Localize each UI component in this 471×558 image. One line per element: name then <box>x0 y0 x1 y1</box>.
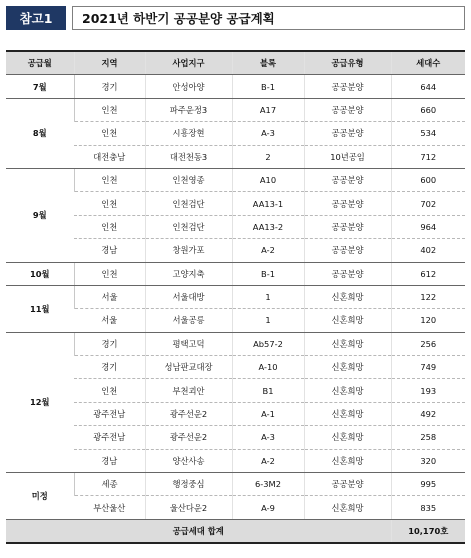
units-cell: 492 <box>391 402 465 425</box>
units-cell: 193 <box>391 379 465 402</box>
block-cell: 6-3M2 <box>232 473 304 496</box>
type-cell: 공공분양 <box>304 239 391 262</box>
table-row <box>6 122 465 145</box>
region-cell: 경기 <box>74 75 145 98</box>
table-header-row <box>6 51 465 75</box>
district-cell: 시흥장현 <box>145 122 232 145</box>
type-cell: 신혼희망 <box>304 309 391 332</box>
units-cell: 712 <box>391 145 465 168</box>
table-row <box>6 426 465 449</box>
district-cell: 창원가포 <box>145 239 232 262</box>
type-cell: 공공분양 <box>304 168 391 191</box>
region-cell: 인천 <box>74 122 145 145</box>
type-cell: 신혼희망 <box>304 379 391 402</box>
district-cell: 인천영종 <box>145 168 232 191</box>
district-cell: 광주선운2 <box>145 402 232 425</box>
type-cell: 신혼희망 <box>304 356 391 379</box>
month-cell: 11월 <box>6 285 74 332</box>
col-header-block: 블록 <box>232 51 304 75</box>
page-header <box>6 6 465 30</box>
district-cell: 인천검단 <box>145 192 232 215</box>
block-cell: 1 <box>232 309 304 332</box>
block-cell: A-1 <box>232 402 304 425</box>
district-cell: 고양지축 <box>145 262 232 285</box>
units-cell: 835 <box>391 496 465 519</box>
region-cell: 광주전남 <box>74 426 145 449</box>
block-cell: A-2 <box>232 449 304 472</box>
type-cell: 공공분양 <box>304 215 391 238</box>
region-cell: 인천 <box>74 192 145 215</box>
district-cell: 성남판교대장 <box>145 356 232 379</box>
block-cell: AA13-2 <box>232 215 304 238</box>
district-cell: 광주선운2 <box>145 426 232 449</box>
district-cell: 서울공릉 <box>145 309 232 332</box>
table-row <box>6 285 465 308</box>
units-cell: 749 <box>391 356 465 379</box>
table-row <box>6 192 465 215</box>
type-cell: 10년공임 <box>304 145 391 168</box>
type-cell: 신혼희망 <box>304 285 391 308</box>
region-cell: 인천 <box>74 215 145 238</box>
units-cell: 122 <box>391 285 465 308</box>
table-body <box>6 75 465 519</box>
supply-plan-table <box>6 50 465 544</box>
region-cell: 경남 <box>74 449 145 472</box>
units-cell: 258 <box>391 426 465 449</box>
type-cell: 신혼희망 <box>304 426 391 449</box>
type-cell: 신혼희망 <box>304 449 391 472</box>
units-cell: 402 <box>391 239 465 262</box>
district-cell: 인천검단 <box>145 215 232 238</box>
total-row <box>6 519 465 543</box>
units-cell: 644 <box>391 75 465 98</box>
block-cell: A17 <box>232 98 304 121</box>
region-cell: 부산울산 <box>74 496 145 519</box>
block-cell: A10 <box>232 168 304 191</box>
block-cell: A-3 <box>232 122 304 145</box>
type-cell: 공공분양 <box>304 473 391 496</box>
block-cell: 1 <box>232 285 304 308</box>
type-cell: 공공분양 <box>304 98 391 121</box>
district-cell: 평택고덕 <box>145 332 232 355</box>
table-row <box>6 309 465 332</box>
col-header-month: 공급월 <box>6 51 74 75</box>
block-cell: AA13-1 <box>232 192 304 215</box>
month-cell: 8월 <box>6 98 74 168</box>
table-row <box>6 215 465 238</box>
block-cell: A-2 <box>232 239 304 262</box>
region-cell: 세종 <box>74 473 145 496</box>
col-header-district: 사업지구 <box>145 51 232 75</box>
table-row <box>6 449 465 472</box>
month-cell: 12월 <box>6 332 74 472</box>
block-cell: B1 <box>232 379 304 402</box>
block-cell: B-1 <box>232 75 304 98</box>
units-cell: 702 <box>391 192 465 215</box>
block-cell: A-9 <box>232 496 304 519</box>
units-cell: 660 <box>391 98 465 121</box>
district-cell: 대전천동3 <box>145 145 232 168</box>
region-cell: 경남 <box>74 239 145 262</box>
table-row <box>6 402 465 425</box>
table-row <box>6 262 465 285</box>
type-cell: 공공분양 <box>304 262 391 285</box>
units-cell: 256 <box>391 332 465 355</box>
units-cell: 612 <box>391 262 465 285</box>
district-cell: 안성아양 <box>145 75 232 98</box>
region-cell: 경기 <box>74 356 145 379</box>
block-cell: A-3 <box>232 426 304 449</box>
units-cell: 600 <box>391 168 465 191</box>
units-cell: 995 <box>391 473 465 496</box>
units-cell: 534 <box>391 122 465 145</box>
region-cell: 인천 <box>74 168 145 191</box>
region-cell: 인천 <box>74 379 145 402</box>
region-cell: 경기 <box>74 332 145 355</box>
region-cell: 대전충남 <box>74 145 145 168</box>
col-header-type: 공급유형 <box>304 51 391 75</box>
district-cell: 울산다운2 <box>145 496 232 519</box>
table-row <box>6 98 465 121</box>
district-cell: 양산사송 <box>145 449 232 472</box>
type-cell: 신혼희망 <box>304 402 391 425</box>
district-cell: 행정중심 <box>145 473 232 496</box>
type-cell: 공공분양 <box>304 122 391 145</box>
region-cell: 서울 <box>74 309 145 332</box>
type-cell: 신혼희망 <box>304 332 391 355</box>
block-cell: B-1 <box>232 262 304 285</box>
table-row <box>6 379 465 402</box>
total-label: 공급세대 합계 <box>6 519 391 543</box>
col-header-region: 지역 <box>74 51 145 75</box>
table-row <box>6 145 465 168</box>
units-cell: 964 <box>391 215 465 238</box>
table-row <box>6 332 465 355</box>
month-cell: 미정 <box>6 473 74 520</box>
col-header-units: 세대수 <box>391 51 465 75</box>
total-value: 10,170호 <box>391 519 465 543</box>
table-row <box>6 168 465 191</box>
type-cell: 공공분양 <box>304 192 391 215</box>
block-cell: A-10 <box>232 356 304 379</box>
table-row <box>6 356 465 379</box>
region-cell: 광주전남 <box>74 402 145 425</box>
region-cell: 서울 <box>74 285 145 308</box>
block-cell: Ab57-2 <box>232 332 304 355</box>
block-cell: 2 <box>232 145 304 168</box>
type-cell: 신혼희망 <box>304 496 391 519</box>
region-cell: 인천 <box>74 262 145 285</box>
units-cell: 120 <box>391 309 465 332</box>
table-row <box>6 75 465 98</box>
month-cell: 7월 <box>6 75 74 98</box>
table-row <box>6 473 465 496</box>
district-cell: 부천괴안 <box>145 379 232 402</box>
month-cell: 10월 <box>6 262 74 285</box>
reference-tag: 참고1 <box>6 6 66 30</box>
units-cell: 320 <box>391 449 465 472</box>
region-cell: 인천 <box>74 98 145 121</box>
page-title: 2021년 하반기 공공분양 공급계획 <box>72 6 465 30</box>
table-row <box>6 496 465 519</box>
type-cell: 공공분양 <box>304 75 391 98</box>
table-row <box>6 239 465 262</box>
month-cell: 9월 <box>6 168 74 262</box>
district-cell: 서울대방 <box>145 285 232 308</box>
district-cell: 파주운정3 <box>145 98 232 121</box>
